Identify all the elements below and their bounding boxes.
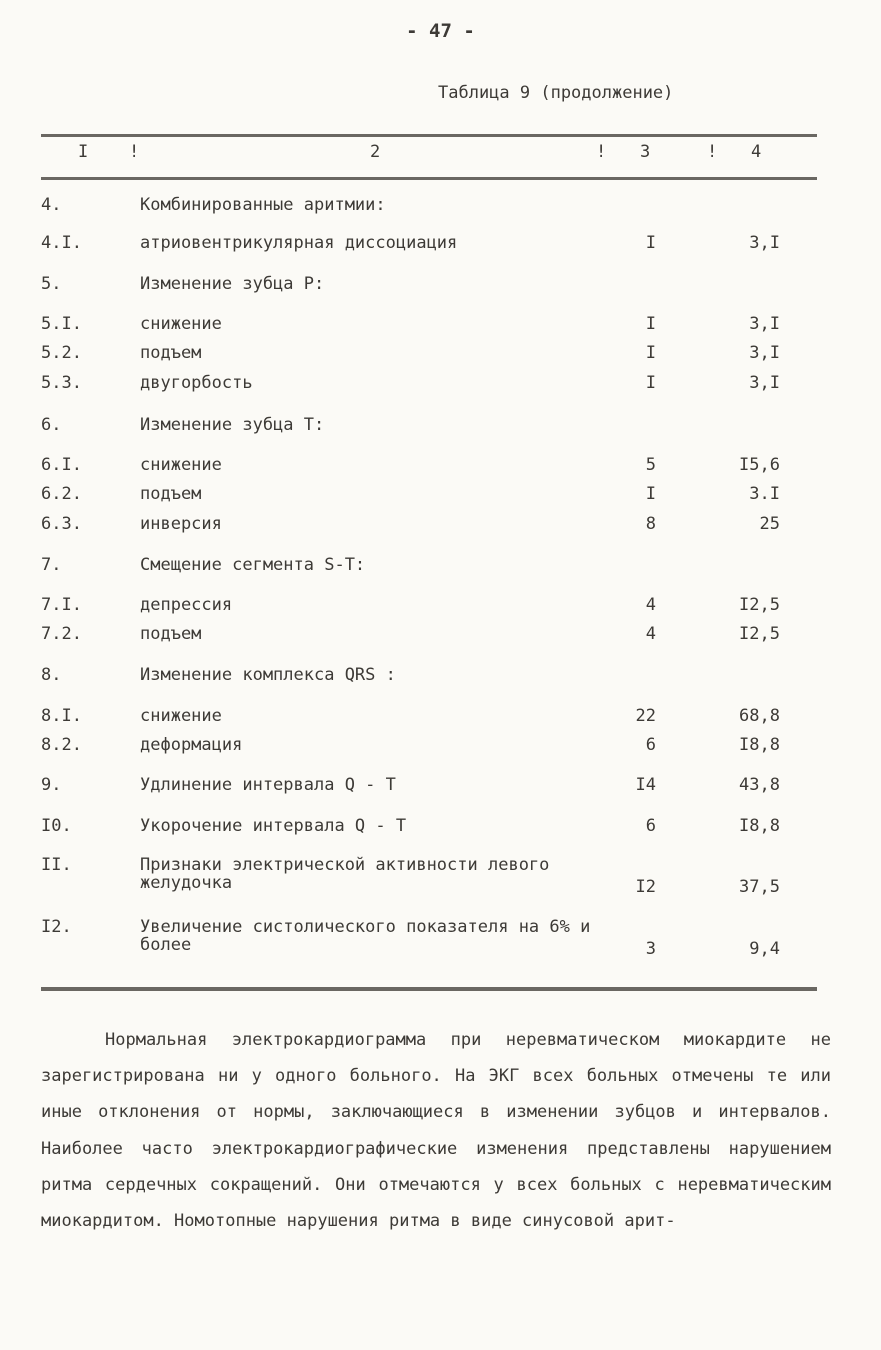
row-number: 7.I. [41, 595, 82, 615]
column-header-2: 2 [370, 142, 381, 162]
paragraph-text: Нормальная электрокардиограмма при неревматическом миокардите не зарегистрирована ни у одного больного. На ЭКГ всех больных отмечены те или иные отклонения от нормы, заключающиеся в изменении зубцов и интервалов. Наиболее часто электрокардиографические изменения представлены нарушением ритма сердечных сокращений. Они отмечаются у всех больных с неревматическим миокардитом. Номотопные нарушения ритма в виде синусовой арит- [41, 1030, 831, 1232]
row-number: 8.I. [41, 706, 82, 726]
row-description: снижение [140, 314, 222, 334]
row-number: 5.2. [41, 343, 82, 363]
row-description: Удлинение интервала Q - T [140, 775, 396, 795]
column-header-3: 3 [640, 142, 651, 162]
row-description: Изменение комплекса QRS : [140, 665, 396, 685]
row-count: 4 [645, 624, 656, 644]
row-percent: I8,8 [739, 735, 780, 755]
row-description: Укорочение интервала Q - T [140, 816, 407, 836]
row-description: деформация [140, 735, 243, 755]
row-percent: I2,5 [739, 595, 780, 615]
row-percent: 3,I [749, 343, 780, 363]
row-count: I [645, 233, 656, 253]
row-percent: 3,I [749, 314, 780, 334]
page-number: - 47 - [406, 20, 475, 42]
row-count: 8 [645, 514, 656, 534]
row-number: 9. [41, 775, 62, 795]
row-number: 7.2. [41, 624, 82, 644]
row-description: инверсия [140, 514, 222, 534]
row-number: 8.2. [41, 735, 82, 755]
row-count: 6 [645, 735, 656, 755]
row-count: I [645, 343, 656, 363]
table-header-rule [41, 177, 817, 180]
row-description: Смещение сегмента S-T: [140, 555, 366, 575]
column-header-4: 4 [751, 142, 762, 162]
column-separator: ! [596, 142, 607, 162]
row-percent: 68,8 [739, 706, 780, 726]
row-percent: I2,5 [739, 624, 780, 644]
row-description: Изменение зубца T: [140, 415, 325, 435]
body-paragraph [41, 1022, 831, 1239]
row-description: Изменение зубца P: [140, 274, 325, 294]
row-count: 22 [635, 706, 656, 726]
row-description: Комбинированные аритмии: [140, 195, 386, 215]
row-count: I [645, 314, 656, 334]
row-description: подъем [140, 343, 202, 363]
row-description: Признаки электрической активности левого желудочка [140, 855, 550, 893]
row-percent: 9,4 [749, 939, 780, 959]
row-number: II. [41, 855, 72, 875]
row-number: 4.I. [41, 233, 82, 253]
table-caption: Таблица 9 (продолжение) [438, 83, 674, 103]
row-percent: 25 [759, 514, 780, 534]
row-number: I2. [41, 917, 72, 937]
table-bottom-rule [41, 987, 817, 991]
row-number: 6. [41, 415, 62, 435]
column-separator: ! [707, 142, 718, 162]
column-separator: ! [129, 142, 140, 162]
row-percent: 37,5 [739, 877, 780, 897]
row-number: 8. [41, 665, 62, 685]
row-percent: I8,8 [739, 816, 780, 836]
row-description: атриовентрикулярная диссоциация [140, 233, 458, 253]
row-description: депрессия [140, 595, 233, 615]
table-header-row [0, 142, 881, 166]
row-count: I [645, 484, 656, 504]
row-percent: 3,I [749, 233, 780, 253]
row-number: 6.2. [41, 484, 82, 504]
row-percent: 3.I [749, 484, 780, 504]
row-description: Увеличение систолического показателя на 6% и более [140, 917, 591, 955]
row-number: I0. [41, 816, 72, 836]
row-number: 5. [41, 274, 62, 294]
row-number: 7. [41, 555, 62, 575]
row-percent: 43,8 [739, 775, 780, 795]
table-top-rule [41, 134, 817, 137]
row-percent: 3,I [749, 373, 780, 393]
row-percent: I5,6 [739, 455, 780, 475]
row-count: I [645, 373, 656, 393]
row-count: I2 [635, 877, 656, 897]
column-header-1: I [78, 142, 89, 162]
row-number: 6.I. [41, 455, 82, 475]
row-count: 5 [645, 455, 656, 475]
row-description: подъем [140, 624, 202, 644]
row-description: подъем [140, 484, 202, 504]
row-description: снижение [140, 455, 222, 475]
row-number: 4. [41, 195, 62, 215]
row-count: 3 [645, 939, 656, 959]
row-count: 4 [645, 595, 656, 615]
row-number: 5.I. [41, 314, 82, 334]
row-count: 6 [645, 816, 656, 836]
row-number: 5.3. [41, 373, 82, 393]
row-description: двугорбость [140, 373, 253, 393]
row-count: I4 [635, 775, 656, 795]
row-description: снижение [140, 706, 222, 726]
row-number: 6.3. [41, 514, 82, 534]
